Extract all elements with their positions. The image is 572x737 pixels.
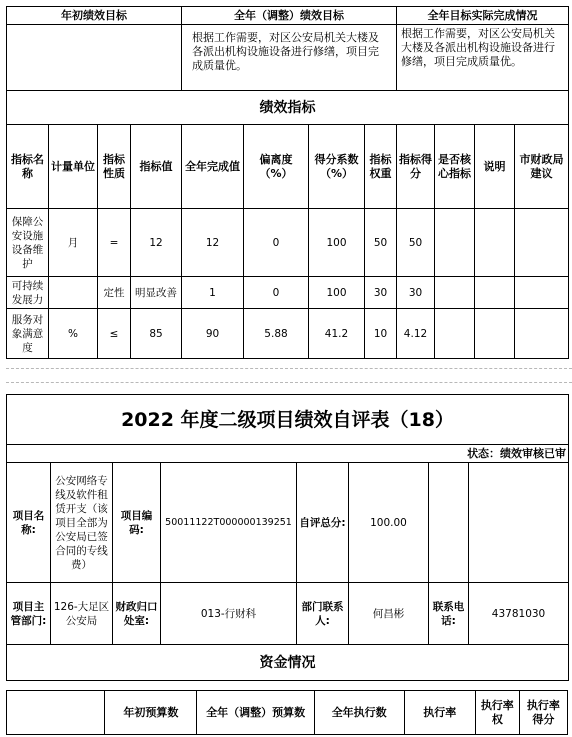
- cell-score: 30: [397, 277, 435, 309]
- col-header-completed: 全年完成值: [182, 125, 244, 209]
- initial-goal-header: 年初绩效目标: [7, 7, 182, 25]
- funds-col-adjusted-budget: 全年（调整）预算数: [197, 691, 314, 735]
- self-score-value: 100.00: [349, 463, 429, 583]
- finance-value: 013-行财科: [161, 583, 297, 645]
- dept-label: 项目主管部门:: [7, 583, 51, 645]
- cell-deviation: 0: [244, 277, 309, 309]
- funds-col-exec-score: 执行率得分: [519, 691, 567, 735]
- phone-value: 43781030: [469, 583, 569, 645]
- performance-table: [6, 6, 569, 359]
- cell-weight: 10: [365, 309, 397, 359]
- col-header-deviation: 偏离度（%）: [244, 125, 309, 209]
- report-title: 2022 年度二级项目绩效自评表（18）: [7, 395, 569, 445]
- cell-unit: [49, 277, 98, 309]
- cell-core: [435, 209, 475, 277]
- funds-col-exec-weight: 执行率权: [475, 691, 519, 735]
- page-break: [0, 364, 572, 394]
- project-code-value: 50011122T000000139251: [161, 463, 297, 583]
- table-row: [7, 309, 569, 359]
- cell-nature: =: [98, 209, 131, 277]
- cell-weight: 30: [365, 277, 397, 309]
- col-header-advice: 市财政局建议: [515, 125, 569, 209]
- col-header-value: 指标值: [131, 125, 182, 209]
- cell-value: 85: [131, 309, 182, 359]
- table-row: [7, 277, 569, 309]
- funds-col-blank: [7, 691, 105, 735]
- cell-unit: %: [49, 309, 98, 359]
- cell-name: 服务对象满意度: [7, 309, 49, 359]
- actual-completion-text: 根据工作需要，对区公安局机关大楼及各派出机构设施设备进行修缮，项目完成质量优。: [397, 25, 569, 91]
- self-score-label: 自评总分:: [297, 463, 349, 583]
- cell-advice: [515, 309, 569, 359]
- adjusted-goal-text: 根据工作需要，对区公安局机关大楼及各派出机构设施设备进行修缮，项目完成质量优。: [182, 25, 397, 91]
- cell-coefficient: 41.2: [309, 309, 365, 359]
- funds-col-executed: 全年执行数: [314, 691, 404, 735]
- contact-value: 何昌彬: [349, 583, 429, 645]
- adjusted-goal-header: 全年（调整）绩效目标: [182, 7, 397, 25]
- cell-core: [435, 277, 475, 309]
- col-header-name: 指标名称: [7, 125, 49, 209]
- cell-deviation: 0: [244, 209, 309, 277]
- funds-section-title: 资金情况: [7, 645, 569, 681]
- cell-name: 可持续发展力: [7, 277, 49, 309]
- cell-score: 4.12: [397, 309, 435, 359]
- cell-note: [475, 209, 515, 277]
- project-name-label: 项目名称:: [7, 463, 51, 583]
- col-header-note: 说明: [475, 125, 515, 209]
- col-header-unit: 计量单位: [49, 125, 98, 209]
- page-break-line: [6, 382, 572, 383]
- table-row: [7, 209, 569, 277]
- cell-coefficient: 100: [309, 209, 365, 277]
- dept-value: 126-大足区公安局: [51, 583, 113, 645]
- col-header-nature: 指标性质: [98, 125, 131, 209]
- cell-weight: 50: [365, 209, 397, 277]
- performance-section-title: 绩效指标: [7, 91, 569, 125]
- project-name-value: 公安网络专线及软件租赁开支（该项目全部为公安局已签合同的专线费）: [51, 463, 113, 583]
- self-evaluation-table: [6, 394, 569, 681]
- funds-col-initial-budget: 年初预算数: [105, 691, 197, 735]
- cell-score: 50: [397, 209, 435, 277]
- finance-label: 财政归口处室:: [113, 583, 161, 645]
- cell-unit: 月: [49, 209, 98, 277]
- cell-deviation: 5.88: [244, 309, 309, 359]
- cell-nature: 定性: [98, 277, 131, 309]
- cell-value: 12: [131, 209, 182, 277]
- actual-completion-header: 全年目标实际完成情况: [397, 7, 569, 25]
- cell-name: 保障公安设施设备维护: [7, 209, 49, 277]
- initial-goal-text: [7, 25, 182, 91]
- status-badge: 状态：绩效审核已审: [7, 445, 569, 463]
- col-header-score: 指标得分: [397, 125, 435, 209]
- cell-value: 明显改善: [131, 277, 182, 309]
- cell-advice: [515, 277, 569, 309]
- cell-note: [475, 277, 515, 309]
- funds-col-exec-rate: 执行率: [404, 691, 475, 735]
- cell-core: [435, 309, 475, 359]
- cell-note: [475, 309, 515, 359]
- cell-coefficient: 100: [309, 277, 365, 309]
- col-header-coefficient: 得分系数（%）: [309, 125, 365, 209]
- col-header-core: 是否核心指标: [435, 125, 475, 209]
- contact-label: 部门联系人:: [297, 583, 349, 645]
- cell-completed: 1: [182, 277, 244, 309]
- cell-nature: ≤: [98, 309, 131, 359]
- page-break-line: [6, 368, 572, 369]
- cell-advice: [515, 209, 569, 277]
- col-header-weight: 指标权重: [365, 125, 397, 209]
- cell-completed: 90: [182, 309, 244, 359]
- funds-table: [6, 690, 568, 735]
- project-code-label: 项目编码:: [113, 463, 161, 583]
- phone-label: 联系电话:: [429, 583, 469, 645]
- cell-completed: 12: [182, 209, 244, 277]
